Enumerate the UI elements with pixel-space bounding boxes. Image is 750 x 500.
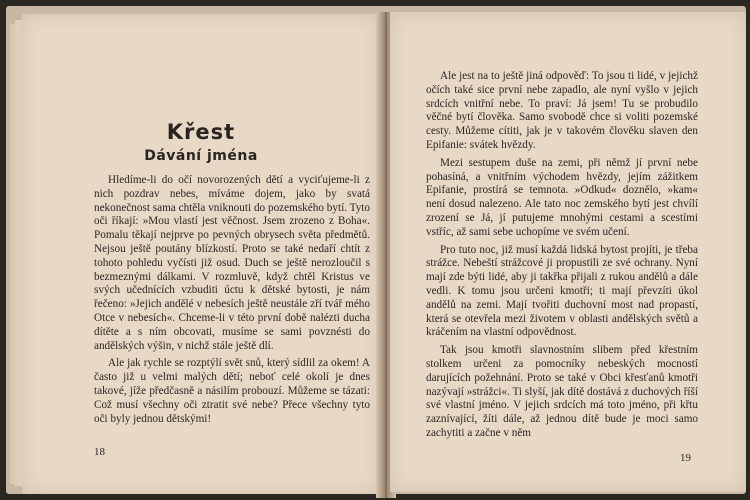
left-text-column <box>94 174 370 430</box>
paragraph: Hledíme-li do očí novorozených dětí a vyciťujeme-li z nich pozdrav nebes, míváme dojem, jako by svatá nekonečnost sama chtěla vniknouti do pozemského bytí. Tyto oči říkají: »Mou vlastí jest věčnost. Jsem zrozeno z Boha«. Pomalu těkají nejprve po pevných obrysech světa předmětů. Nejsou ještě poutány blízkostí. Proto se také nedaří chtít z tohoto pohledu vyčísti již osud. Duch se ještě nerozloučil s bezmeznými dálkami. V rozmluvě, když chtěl Kristus ve svých učednících vzbuditi úctu k dětské bytosti, je nám řečeno: »Jejich andělé v nebesích ještě neustále zří tvář mého Otce v nebesích«. Chceme-li v této první době nalézti ducha dítěte a s ním obcovati, musíme se sami povznésti do andělských výšin, v nichž stále ještě dlí. <box>94 174 370 352</box>
paragraph: Ale jak rychle se rozptýlí svět snů, který sídlil za okem! A často již u velmi malých dětí; neboť celé okolí je dnes takové, jíže předčasně a násilím probouzí. Můžeme se tázati: Což musí všechny oči ztratit své nebe? Přece všechny tyto oči byly jednou dětskými! <box>94 357 370 425</box>
page-number: 19 <box>680 452 691 464</box>
paragraph: Mezi sestupem duše na zemi, při němž jí první nebe pohasíná, a vnitřním východem hvězdy, jejím zážitkem Epifanie, prostírá se temnota. »Odkud« doznělo, »kam« není dosud nalezeno. Ale tato noc zemského bytí jest chvílí zrození se Já, jí putujeme mnohými cestami a scestími vstříc, až sami sebe uchopíme ve svém učení. <box>426 156 698 238</box>
page-number: 18 <box>94 446 105 458</box>
paragraph: Ale jest na to ještě jiná odpověď: To jsou ti lidé, v jejichž očích také sice první nebe zapadlo, ale nyní vyšlo v jejich srdcích vnitřní nebe. To praví: Já jsem! Tu se probudilo věčné bytí člověka. Samo svobodě chce si voliti pozemské cesty. Můžeme cítiti, jak je v takovém člověku slaven den Epifanie: svátek hvězdy. <box>426 70 698 151</box>
chapter-title: Křest <box>166 120 236 144</box>
open-book <box>6 6 746 494</box>
paragraph: Pro tuto noc, již musí každá lidská bytost projíti, je třeba strážce. Nebeští strážcové ji propustili ze své ochrany. Nyní mají zde býti lidé, aby ji takřka přijali z rukou andělů a dále vedli. K tomu jsou určeni kmotři; ti mají převzíti úkol andělů na zemi. Mají tvořiti duchovní most nad propastí, která se otevřela mezi životem v oblasti andělských světů a kráčením na vlastní odpovědnost. <box>426 243 698 339</box>
chapter-subtitle: Dávání jména <box>144 148 258 164</box>
paragraph: Tak jsou kmotři slavnostním slibem před křestním stolkem určeni za pomocníky nebeských mocností darujících požehnání. Proto se také v Obci křesťanů kmotři nazývají »strážci«. Ti slyší, jak dítě dostává z duchových říší své vlastní jméno. V jejich srdcích má toto jméno, při křtu zaznívající, žíti dále, až jednou dítě bude je moci samo zachytiti a začne v něm <box>426 344 698 439</box>
right-text-column <box>426 70 698 445</box>
right-page <box>390 12 746 492</box>
left-page <box>22 14 380 494</box>
